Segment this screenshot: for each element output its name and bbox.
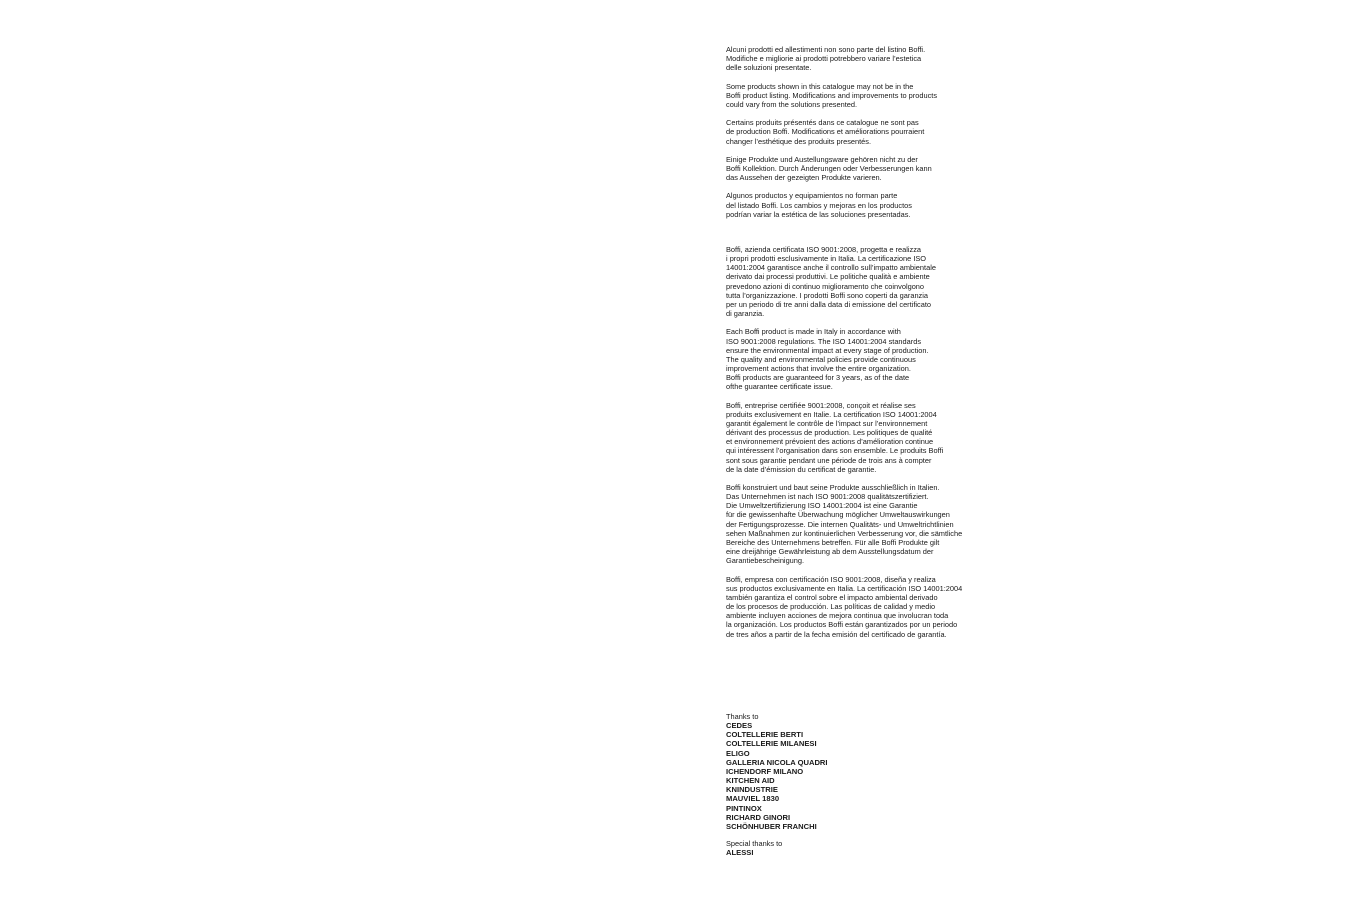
certification-line: Das Unternehmen ist nach ISO 9001:2008 qualitätszertifiziert. xyxy=(726,492,929,502)
certification-line: ISO 9001:2008 regulations. The ISO 14001:2004 standards xyxy=(726,336,922,346)
certification-line: ensure the environmental impact at every stage of production. xyxy=(726,345,929,355)
special-thanks-list xyxy=(726,848,1026,857)
certification-line: Boffi konstruiert und baut seine Produkte ausschließlich in Italien. xyxy=(726,483,940,493)
disclaimer-paragraph xyxy=(726,45,1026,72)
certification-line: de la date d’émission du certificat de garantie. xyxy=(726,464,877,474)
certification-paragraph xyxy=(726,401,1026,474)
certification-line: Bereiche des Unternehmens betreffen. Für alle Boffi Produkte gilt xyxy=(726,537,940,547)
certification-line: dérivant des processus de production. Les politiques de qualité xyxy=(726,428,933,438)
certification-line: Boffi products are guaranteed for 3 years, as of the date xyxy=(726,373,910,383)
certification-line: di garanzia. xyxy=(726,309,765,319)
thanks-brand: ICHENDORF MILANO xyxy=(726,766,804,776)
disclaimer-paragraph xyxy=(726,155,1026,182)
certification-line: de los procesos de producción. Las políticas de calidad y medio xyxy=(726,602,936,612)
disclaimer-line: Certains produits présentés dans ce catalogue ne sont pas xyxy=(726,118,919,128)
disclaimer-line: Boffi Kollektion. Durch Änderungen oder Verbesserungen kann xyxy=(726,163,932,173)
certification-line: derivato dai processi produttivi. Le politiche qualità e ambiente xyxy=(726,272,930,282)
thanks-brand: PINTINOX xyxy=(726,803,762,813)
certification-line: qui intéressent l’organisation dans son ensemble. Le produits Boffi xyxy=(726,446,944,456)
thanks-brand: SCHÖNHUBER FRANCHI xyxy=(726,821,817,831)
disclaimer-line: podrían variar la estética de las soluciones presentadas. xyxy=(726,209,911,219)
disclaimer-line: del listado Boffi. Los cambios y mejoras en los productos xyxy=(726,200,912,210)
thanks-brand: RICHARD GINORI xyxy=(726,812,791,822)
certification-line: de tres años a partir de la fecha emisión del certificado de garantía. xyxy=(726,629,947,639)
certification-section xyxy=(726,245,1026,648)
disclaimer-paragraph xyxy=(726,82,1026,109)
disclaimer-line: Some products shown in this catalogue may not be in the xyxy=(726,81,914,91)
certification-line: i propri prodotti esclusivamente in Italia. La certificazione ISO xyxy=(726,254,927,264)
certification-line: sehen Maßnahmen zur kontinuierlichen Verbesserung vor, die sämtliche xyxy=(726,528,963,538)
thanks-brand: COLTELLERIE BERTI xyxy=(726,730,804,740)
thanks-label: Thanks to xyxy=(726,712,759,721)
certification-line: eine dreijährige Gewährleistung ab dem Ausstellungsdatum der xyxy=(726,547,934,557)
certification-paragraph xyxy=(726,483,1026,565)
certification-line: Boffi, entreprise certifiée 9001:2008, conçoit et réalise ses xyxy=(726,400,916,410)
disclaimer-line: Alcuni prodotti ed allestimenti non sono parte del listino Boffi. xyxy=(726,45,926,54)
disclaimer-line: changer l’esthétique des produits presentés. xyxy=(726,136,872,146)
certification-line: prevedono azioni di continuo miglioramento che coinvolgono xyxy=(726,281,925,291)
certification-paragraph xyxy=(726,327,1026,391)
certification-line: improvement actions that involve the entire organization. xyxy=(726,364,911,374)
credits-section xyxy=(726,712,1026,865)
certification-line: ambiente incluyen acciones de mejora continua que involucran toda xyxy=(726,611,949,621)
certification-line: sont sous garantie pendant une période de trois ans à compter xyxy=(726,455,932,465)
certification-line: der Fertigungsprozesse. Die internen Qualitäts- und Umweltrichtlinien xyxy=(726,519,954,529)
certification-paragraph xyxy=(726,245,1026,318)
disclaimer-section xyxy=(726,45,1026,228)
certification-line: et environnement prévoient des actions d’amélioration continue xyxy=(726,437,934,447)
disclaimer-paragraph xyxy=(726,118,1026,145)
disclaimer-line: could vary from the solutions presented. xyxy=(726,99,858,109)
certification-line: per un periodo di tre anni dalla data di emissione del certificato xyxy=(726,299,932,309)
thanks-brand: MAUVIEL 1830 xyxy=(726,794,780,804)
certification-line: Boffi, azienda certificata ISO 9001:2008, progetta e realizza xyxy=(726,245,922,254)
certification-line: Die Umweltzertifizierung ISO 14001:2004 ist eine Garantie xyxy=(726,501,918,511)
disclaimer-line: das Aussehen der gezeigten Produkte varieren. xyxy=(726,173,882,183)
certification-paragraph xyxy=(726,575,1026,639)
disclaimer-line: Algunos productos y equipamientos no forman parte xyxy=(726,191,898,201)
thanks-brand: GALLERIA NICOLA QUADRI xyxy=(726,757,828,767)
special-thanks-block xyxy=(726,839,1026,857)
special-thanks-label: Special thanks to xyxy=(726,839,783,849)
special-thanks-brand: ALESSI xyxy=(726,848,754,858)
certification-line: Boffi, empresa con certificación ISO 9001:2008, diseña y realiza xyxy=(726,574,936,584)
certification-line: Garantiebescheinigung. xyxy=(726,556,805,566)
thanks-brand: ELIGO xyxy=(726,748,750,758)
thanks-list xyxy=(726,721,1026,831)
thanks-brand: CEDES xyxy=(726,721,753,731)
disclaimer-line: de production Boffi. Modifications et améliorations pourraient xyxy=(726,127,925,137)
thanks-block xyxy=(726,712,1026,831)
certification-line: 14001:2004 garantisce anche il controllo sull’impatto ambientale xyxy=(726,263,936,273)
disclaimer-line: Boffi product listing. Modifications and improvements to products xyxy=(726,90,938,100)
disclaimer-line: Einige Produkte und Austellungsware gehören nicht zu der xyxy=(726,154,918,164)
disclaimer-paragraph xyxy=(726,191,1026,218)
certification-line: The quality and environmental policies provide continuous xyxy=(726,354,916,364)
certification-line: produits exclusivement en Italie. La certification ISO 14001:2004 xyxy=(726,409,937,419)
thanks-brand: COLTELLERIE MILANESI xyxy=(726,739,817,749)
certification-line: la organización. Los productos Boffi están garantizados por un periodo xyxy=(726,620,958,630)
certification-line: sus productos exclusivamente en Italia. La certificación ISO 14001:2004 xyxy=(726,583,963,593)
certification-line: ofthe guarantee certificate issue. xyxy=(726,382,833,392)
thanks-brand: KNINDUSTRIE xyxy=(726,785,778,795)
certification-line: Each Boffi product is made in Italy in accordance with xyxy=(726,327,901,337)
disclaimer-line: delle soluzioni presentate. xyxy=(726,63,812,73)
disclaimer-line: Modifiche e migliorie ai prodotti potrebbero variare l’estetica xyxy=(726,54,922,64)
certification-line: tutta l’organizzazione. I prodotti Boffi sono coperti da garanzia xyxy=(726,290,928,300)
certification-line: garantit également le contrôle de l’impact sur l’environnement xyxy=(726,418,928,428)
thanks-brand: KITCHEN AID xyxy=(726,776,775,786)
certification-line: también garantiza el control sobre el impacto ambiental derivado xyxy=(726,592,938,602)
certification-line: für die gewissenhafte Überwachung möglicher Umweltauswirkungen xyxy=(726,510,950,520)
